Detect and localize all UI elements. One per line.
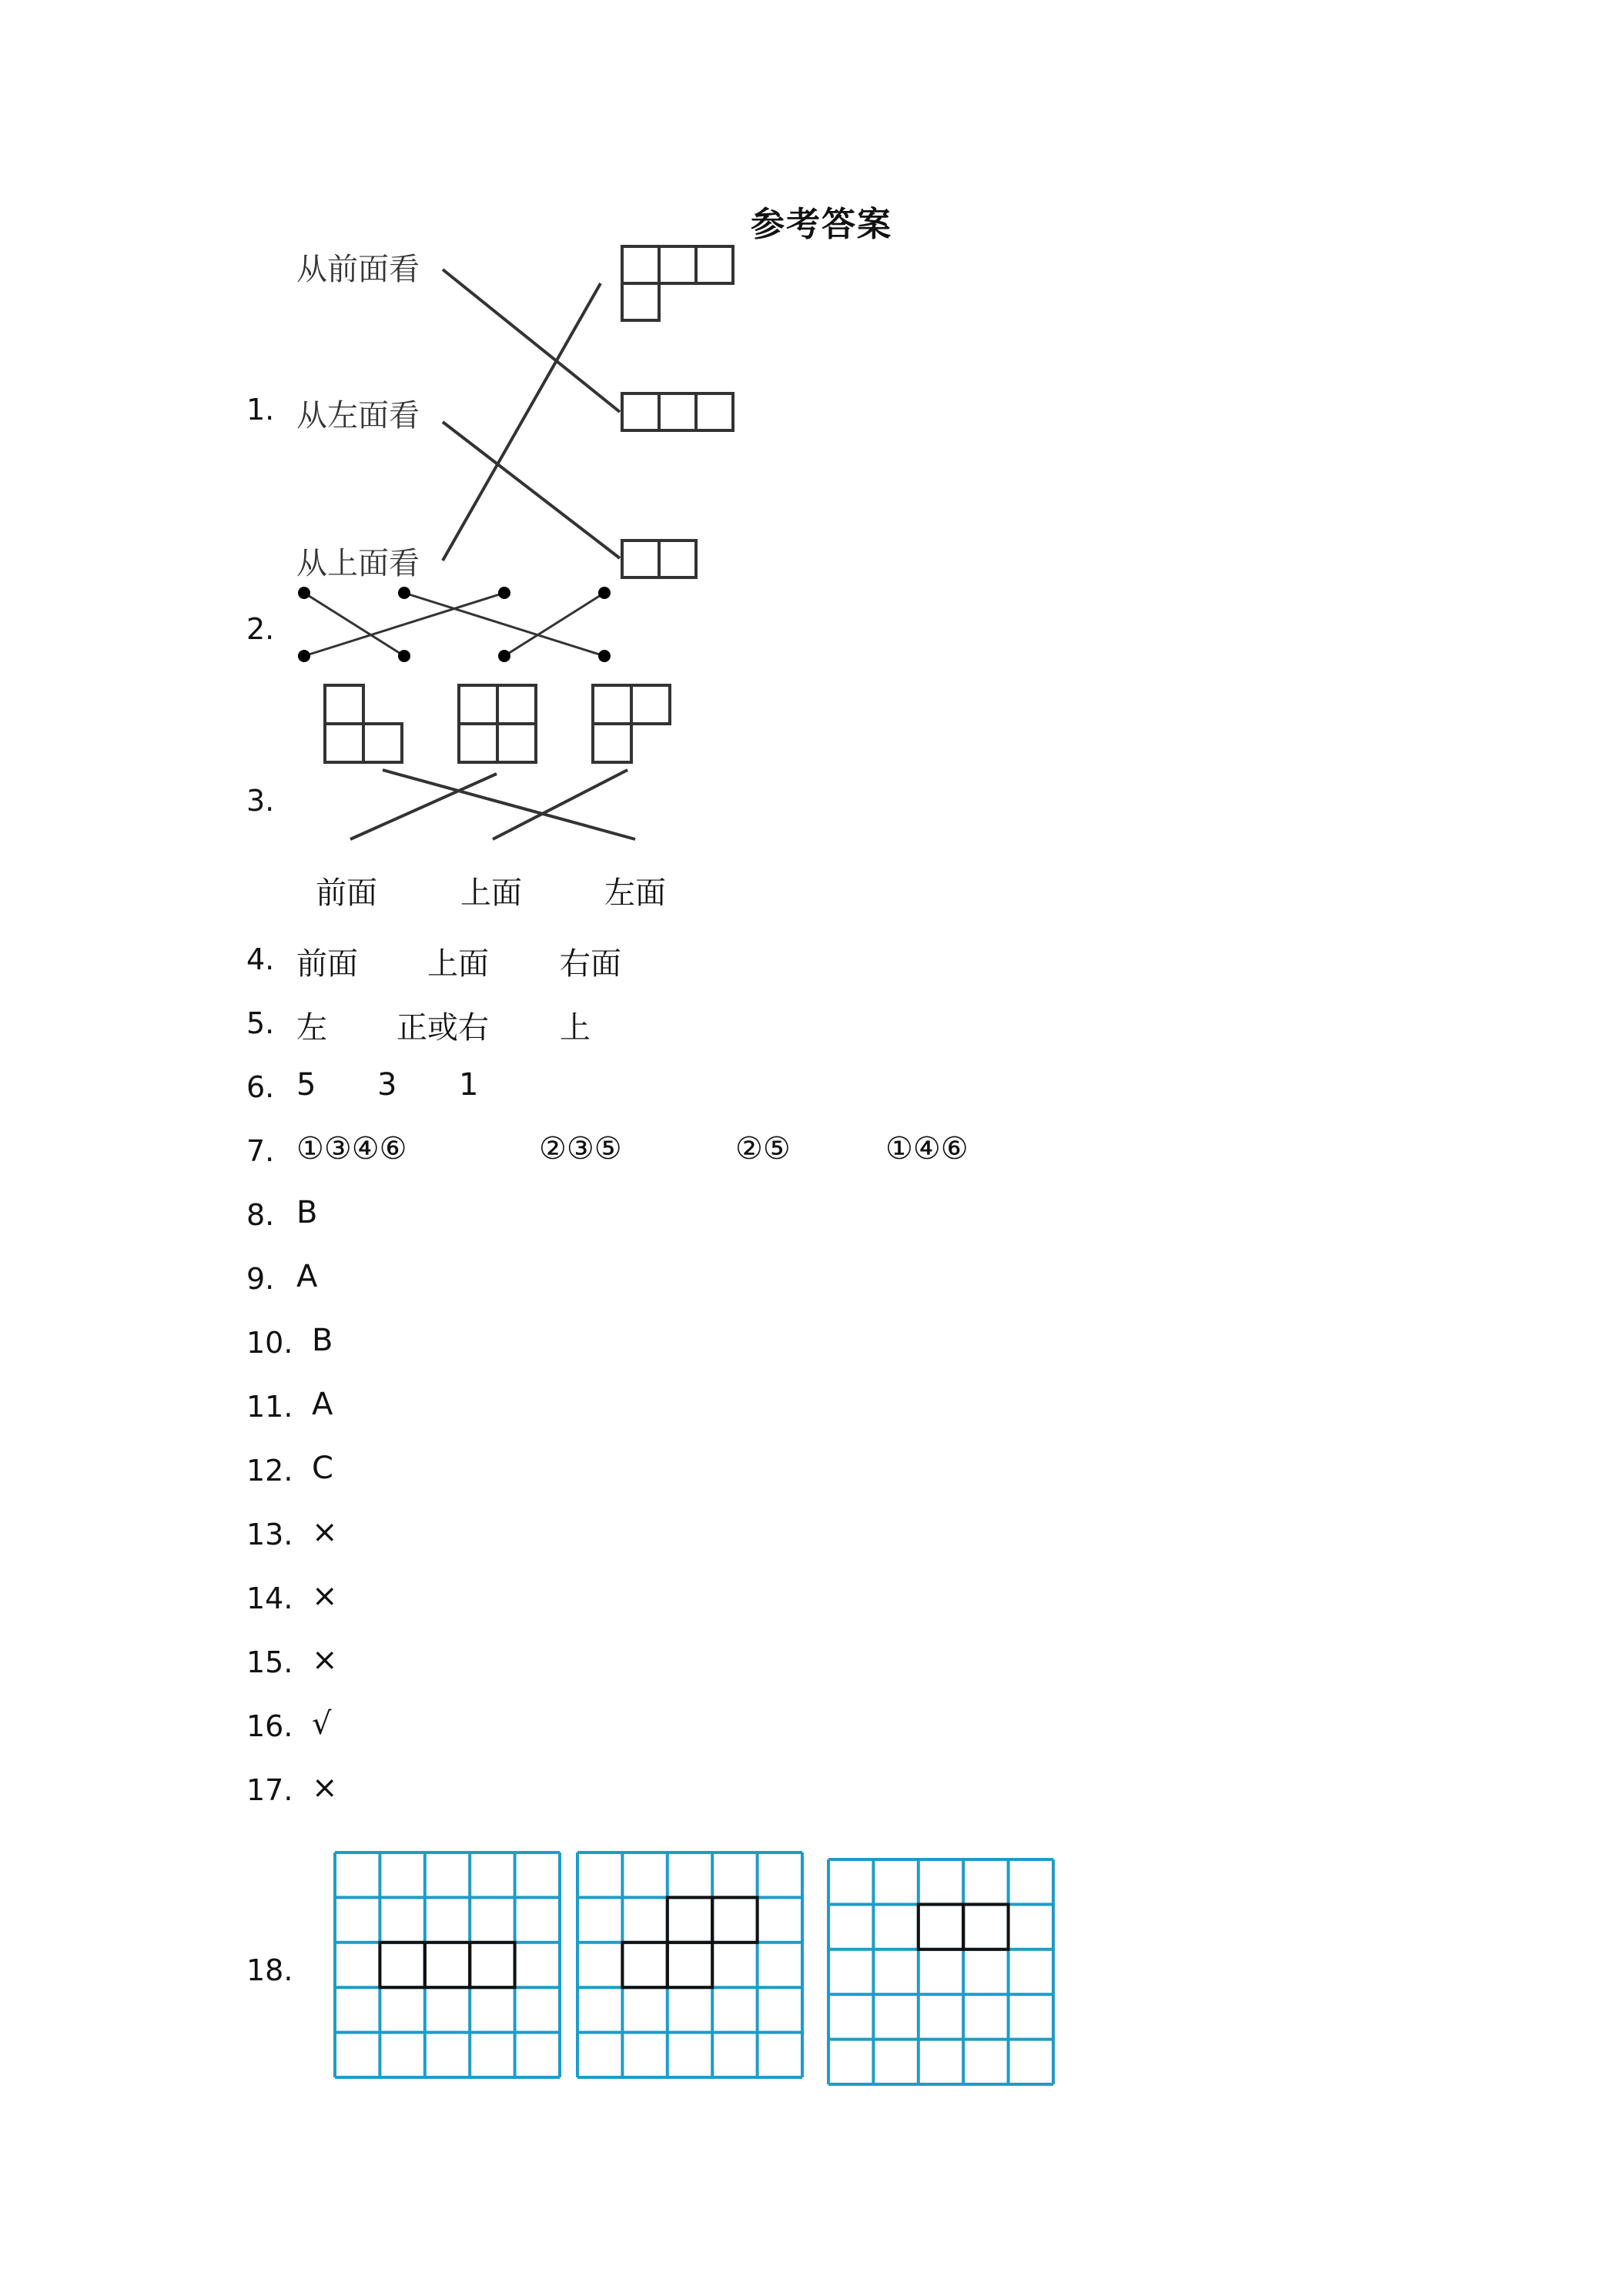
answer-number: 16. <box>246 1709 293 1743</box>
shape-cell <box>963 1904 1008 1949</box>
shape-cell <box>425 1943 470 1987</box>
answer-number: 4. <box>246 942 275 976</box>
q3-number: 3. <box>246 784 275 818</box>
shape-cell <box>380 1943 424 1987</box>
q3-label-front: 前面 <box>316 875 377 911</box>
answer-number: 9. <box>246 1262 275 1296</box>
answer-part: × <box>312 1770 338 1806</box>
page-title: 参考答案 <box>751 205 892 244</box>
q18-number: 18. <box>246 1953 293 1987</box>
shape-cell <box>712 1897 757 1942</box>
answer-part: 5 <box>296 1067 316 1103</box>
q1-label-left: 从左面看 <box>296 398 420 433</box>
answer-part: B <box>312 1323 333 1358</box>
answer-number: 17. <box>246 1773 293 1807</box>
q3-shape-3 <box>593 685 670 762</box>
answer-number: 7. <box>246 1134 275 1168</box>
shape-cell <box>470 1943 514 1987</box>
shape-cell <box>668 1897 712 1942</box>
answer-part: ②③⑤ <box>539 1131 622 1166</box>
q3-diagram <box>0 0 1623 924</box>
answer-number: 11. <box>246 1390 293 1424</box>
answer-part: 前面 <box>296 946 358 982</box>
q3-label-top: 上面 <box>460 875 522 911</box>
answer-part: C <box>312 1451 333 1486</box>
shape-cell <box>919 1904 963 1949</box>
answer-number: 14. <box>246 1581 293 1615</box>
q18-grid-2 <box>576 1851 805 2080</box>
answer-part: 上 <box>560 1010 591 1046</box>
answer-part: × <box>312 1642 338 1678</box>
answer-part: √ <box>312 1706 332 1742</box>
answer-part: 左 <box>296 1010 327 1046</box>
answer-part: A <box>312 1387 333 1422</box>
answer-number: 10. <box>246 1326 293 1360</box>
shape-cell <box>668 1943 712 1987</box>
q3-shape-1 <box>325 685 402 762</box>
answer-part: 上面 <box>427 946 489 982</box>
q3-shape-2 <box>459 685 536 762</box>
answer-part: 正或右 <box>397 1010 489 1046</box>
q18-grid-3 <box>827 1858 1056 2087</box>
q2-number: 2. <box>246 612 275 646</box>
answer-number: 6. <box>246 1070 275 1104</box>
q1-label-top: 从上面看 <box>296 546 420 581</box>
answer-number: 5. <box>246 1006 275 1040</box>
answer-part: ②⑤ <box>735 1131 791 1166</box>
answer-number: 13. <box>246 1518 293 1551</box>
answer-part: 1 <box>459 1067 479 1103</box>
answer-number: 12. <box>246 1454 293 1488</box>
answer-part: ①③④⑥ <box>296 1131 407 1166</box>
shape-cell <box>622 1943 667 1987</box>
q1-label-front: 从前面看 <box>296 252 420 287</box>
answer-number: 15. <box>246 1645 293 1679</box>
answer-part: A <box>296 1259 318 1294</box>
q18-grid-1 <box>333 1851 563 2080</box>
answer-part: ①④⑥ <box>885 1131 969 1166</box>
answer-number: 8. <box>246 1198 275 1232</box>
q1-number: 1. <box>246 393 275 427</box>
q3-label-left: 左面 <box>604 875 666 911</box>
answer-part: 3 <box>377 1067 397 1103</box>
answer-part: 右面 <box>560 946 621 982</box>
answer-part: B <box>296 1195 318 1230</box>
answer-part: × <box>312 1578 338 1614</box>
answer-part: × <box>312 1514 338 1550</box>
